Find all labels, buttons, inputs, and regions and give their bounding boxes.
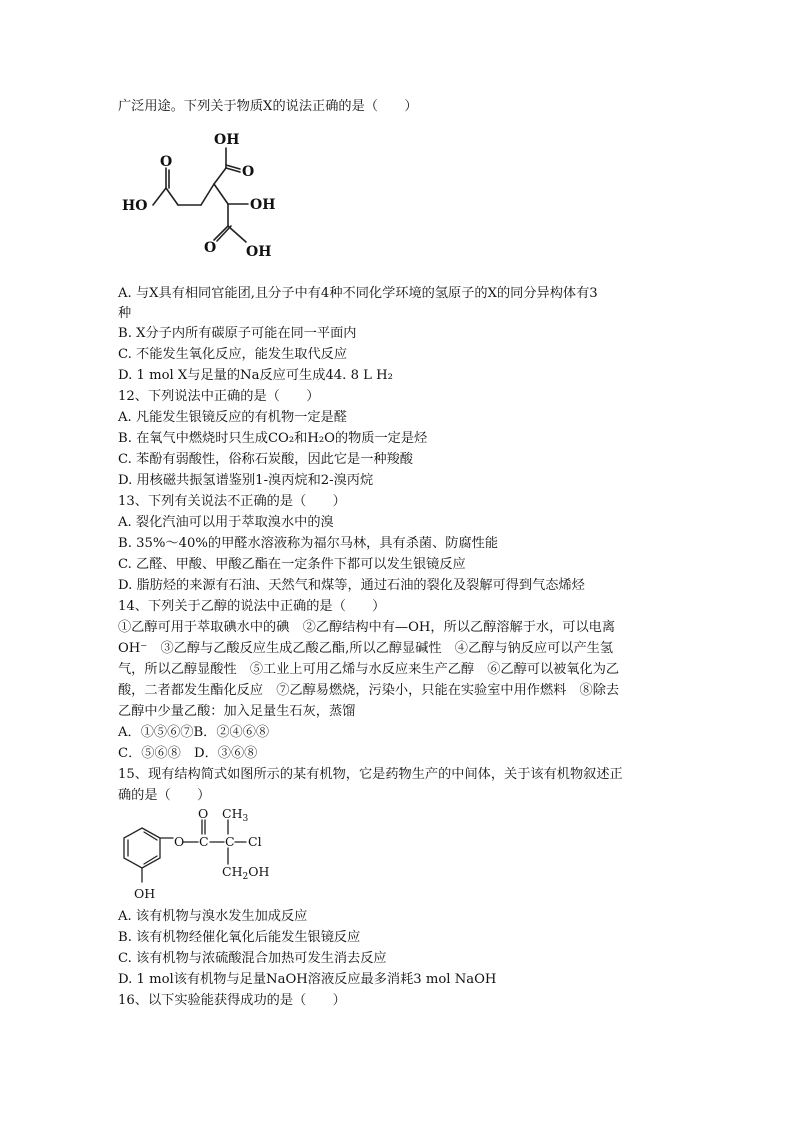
question-11-stem: 广泛用途。下列关于物质X的说法正确的是（ ） <box>118 99 418 114</box>
atom-label: O <box>242 164 255 180</box>
q14-options-cd: C．⑤⑥⑧ D．③⑥⑧ <box>118 746 258 761</box>
q12-option-c: C. 苯酚有弱酸性，俗称石炭酸，因此它是一种羧酸 <box>118 452 413 467</box>
atom-label: OH <box>246 244 272 260</box>
bond <box>214 184 228 204</box>
structure-figure-x <box>118 128 288 270</box>
q13-option-c: C. 乙醛、甲酸、甲酸乙酯在一定条件下都可以发生银镜反应 <box>118 557 466 572</box>
structure-figure-15 <box>118 806 288 906</box>
atom-label: Cl <box>248 834 262 849</box>
q13-option-a: A. 裂化汽油可以用于萃取溴水中的溴 <box>118 515 334 530</box>
atom-label: O <box>198 806 209 821</box>
q15-option-d: D. 1 mol该有机物与足量NaOH溶液反应最多消耗3 mol NaOH <box>118 972 497 987</box>
question-15-stem: 15、现有结构简式如图所示的某有机物，它是药物生产的中间体，关于该有机物叙述正 <box>118 767 623 782</box>
q15-option-c: C. 该有机物与浓硫酸混合加热可发生消去反应 <box>118 951 387 966</box>
q14-statements-4: 酸，二者都发生酯化反应 ⑦乙醇易燃烧，污染小，只能在实验室中用作燃料 ⑧除去 <box>118 683 620 698</box>
atom-label: C <box>225 834 235 849</box>
question-16-stem: 16、以下实验能获得成功的是（ ） <box>118 993 346 1008</box>
q11-option-b: B. X分子内所有碳原子可能在同一平面内 <box>118 326 357 341</box>
q12-option-a: A. 凡能发生银镜反应的有机物一定是醛 <box>118 410 347 425</box>
q14-options-ab: A．①⑤⑥⑦B．②④⑥⑧ <box>118 725 270 740</box>
q14-statements-1: ①乙醇可用于萃取碘水中的碘 ②乙醇结构中有—OH，所以乙醇溶解于水，可以电离 <box>118 620 616 635</box>
q11-option-d: D. 1 mol X与足量的Na反应可生成44. 8 L H₂ <box>118 368 393 383</box>
bond <box>228 226 246 242</box>
atom-label: O <box>204 240 217 256</box>
bond <box>166 188 178 205</box>
q14-statements-2: OH⁻ ③乙醇与乙酸反应生成乙酸乙酯,所以乙醇显碱性 ④乙醇与钠反应可以产生氢 <box>118 641 614 656</box>
q14-statements-5: 乙醇中少量乙酸：加入足量生石灰，蒸馏 <box>118 704 356 719</box>
atom-label: $CH_2OH$ <box>222 864 270 882</box>
question-14-stem: 14、下列关于乙醇的说法中正确的是（ ） <box>118 599 386 614</box>
q15-option-b: B. 该有机物经催化氧化后能发生银镜反应 <box>118 930 361 945</box>
bond <box>153 188 166 205</box>
q11-option-a-cont: 种 <box>118 306 132 321</box>
q12-option-d: D. 用核磁共振氢谱鉴别1-溴丙烷和2-溴丙烷 <box>118 473 374 488</box>
bond <box>214 168 226 184</box>
q15-option-a: A. 该有机物与溴水发生加成反应 <box>118 909 308 924</box>
atom-label: OH <box>250 197 276 213</box>
benzene-ring <box>124 828 160 868</box>
question-12-stem: 12、下列说法中正确的是（ ） <box>118 389 320 404</box>
atom-label: O <box>174 834 185 849</box>
bond <box>201 184 214 205</box>
question-15-stem-cont: 确的是（ ） <box>118 788 211 803</box>
q14-statements-3: 气，所以乙醇显酸性 ⑤工业上可用乙烯与水反应来生产乙醇 ⑥乙醇可以被氧化为乙 <box>118 662 620 677</box>
q11-option-a: A. 与X具有相同官能团,且分子中有4种不同化学环境的氢原子的X的同分异构体有3 <box>118 286 598 301</box>
atom-label: OH <box>134 886 156 901</box>
atom-label: $CH_3$ <box>222 806 249 824</box>
atom-label: OH <box>214 132 240 148</box>
q11-option-c: C. 不能发生氧化反应，能发生取代反应 <box>118 347 348 362</box>
q12-option-b: B. 在氧气中燃烧时只生成CO₂和H₂O的物质一定是烃 <box>118 431 428 446</box>
q13-option-b: B. 35%～40%的甲醛水溶液称为福尔马林，具有杀菌、防腐性能 <box>118 536 499 551</box>
bond <box>214 226 228 240</box>
atom-label: HO <box>122 198 148 214</box>
question-13-stem: 13、下列有关说法不正确的是（ ） <box>118 494 346 509</box>
bond <box>217 226 231 241</box>
atom-label: O <box>160 154 173 170</box>
q13-option-d: D. 脂肪烃的来源有石油、天然气和煤等，通过石油的裂化及裂解可得到气态烯烃 <box>118 578 585 593</box>
atom-label: C <box>199 834 209 849</box>
